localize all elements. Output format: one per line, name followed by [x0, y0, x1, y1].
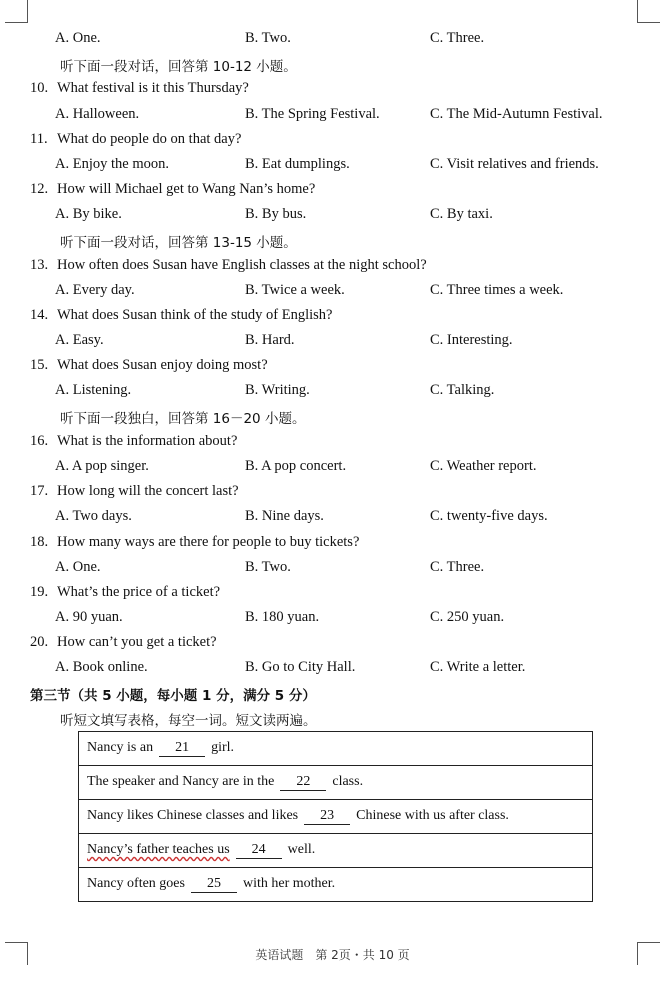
instruction: 听下面一段独白，回答第 16－20 小题。	[60, 411, 306, 427]
question-row	[0, 634, 665, 656]
option-a: A. Book online.	[55, 659, 148, 675]
question-text: How long will the concert last?	[57, 483, 239, 499]
question-text: What’s the price of a ticket?	[57, 584, 221, 600]
option-c: C. Talking.	[430, 382, 495, 398]
option-b: B. Go to City Hall.	[245, 659, 356, 675]
table-cell	[79, 766, 593, 800]
row-text-before: Nancy is an	[87, 740, 154, 755]
options-row	[0, 609, 665, 631]
option-b: B. 180 yuan.	[245, 609, 320, 625]
table-row	[79, 800, 593, 834]
row-text-after: well.	[287, 842, 316, 857]
question-number: 12.	[30, 181, 49, 197]
question-number: 10.	[30, 80, 49, 96]
table-cell	[79, 868, 593, 902]
options-row	[0, 559, 665, 581]
option-a: A. Easy.	[55, 332, 104, 348]
options-row	[0, 30, 665, 52]
question-text: How often does Susan have English classes at the night school?	[57, 257, 427, 273]
question-row	[0, 534, 665, 556]
option-a: A. One.	[55, 559, 101, 575]
question-number: 17.	[30, 483, 49, 499]
question-text: How will Michael get to Wang Nan’s home?	[57, 181, 316, 197]
option-c: C. By taxi.	[430, 206, 493, 222]
option-c: C. Weather report.	[430, 458, 537, 474]
answer-blank: 22	[280, 774, 326, 791]
instruction: 听下面一段对话，回答第 13-15 小题。	[60, 235, 297, 251]
option-b: B. Writing.	[245, 382, 310, 398]
options-row	[0, 659, 665, 681]
option-c: C. Interesting.	[430, 332, 513, 348]
row-text-after: girl.	[211, 740, 235, 755]
question-row	[0, 483, 665, 505]
question-number: 20.	[30, 634, 49, 650]
question-text: What does Susan enjoy doing most?	[57, 357, 268, 373]
question-row	[0, 357, 665, 379]
option-c: C. Three.	[430, 559, 485, 575]
question-number: 14.	[30, 307, 49, 323]
table-cell	[79, 800, 593, 834]
question-text: How many ways are there for people to buy tickets?	[57, 534, 360, 550]
options-row	[0, 382, 665, 404]
question-text: What do people do on that day?	[57, 131, 242, 147]
question-text: What does Susan think of the study of English?	[57, 307, 333, 323]
question-row	[0, 307, 665, 329]
row-text-after: class.	[332, 774, 364, 789]
options-row	[0, 206, 665, 228]
option-c: C. The Mid-Autumn Festival.	[430, 106, 603, 122]
option-b: B. Twice a week.	[245, 282, 345, 298]
question-text: What festival is it this Thursday?	[57, 80, 249, 96]
answer-blank: 23	[304, 808, 350, 825]
table-row	[79, 732, 593, 766]
options-row	[0, 332, 665, 354]
section-title: 第三节（共 5 小题，每小题 1 分，满分 5 分）	[30, 688, 316, 704]
option-a: A. Enjoy the moon.	[55, 156, 169, 172]
answer-blank: 21	[159, 740, 205, 757]
table-row	[79, 868, 593, 902]
question-number: 19.	[30, 584, 49, 600]
options-row	[0, 282, 665, 304]
crop-mark-top-right	[637, 0, 660, 23]
row-text-before: The speaker and Nancy are in the	[87, 774, 275, 789]
row-text-before: Nancy likes Chinese classes and likes	[87, 808, 299, 823]
table-row	[79, 834, 593, 868]
table-row	[79, 766, 593, 800]
instruction: 听下面一段对话，回答第 10-12 小题。	[60, 59, 297, 75]
answer-blank: 24	[236, 842, 282, 859]
row-text-after: with her mother.	[242, 876, 336, 891]
option-a: A. One.	[55, 30, 101, 46]
row-text-after: Chinese with us after class.	[356, 808, 509, 823]
fill-in-table	[78, 731, 593, 902]
table-cell	[79, 834, 593, 868]
option-a: A. Every day.	[55, 282, 135, 298]
question-text: How can’t you get a ticket?	[57, 634, 217, 650]
option-c: C. Write a letter.	[430, 659, 526, 675]
options-row	[0, 508, 665, 530]
option-a: A. A pop singer.	[55, 458, 149, 474]
question-row	[0, 80, 665, 102]
question-number: 16.	[30, 433, 49, 449]
question-number: 18.	[30, 534, 49, 550]
option-c: C. 250 yuan.	[430, 609, 505, 625]
question-text: What is the information about?	[57, 433, 238, 449]
option-b: B. Two.	[245, 559, 291, 575]
option-c: C. Visit relatives and friends.	[430, 156, 599, 172]
question-row	[0, 257, 665, 279]
question-row	[0, 584, 665, 606]
question-number: 15.	[30, 357, 49, 373]
option-b: B. Eat dumplings.	[245, 156, 350, 172]
question-row	[0, 181, 665, 203]
option-a: A. Listening.	[55, 382, 132, 398]
options-row	[0, 458, 665, 480]
row-text-before: Nancy’s father teaches us	[87, 842, 230, 857]
option-c: C. Three.	[430, 30, 485, 46]
option-a: A. Two days.	[55, 508, 132, 524]
option-a: A. 90 yuan.	[55, 609, 123, 625]
option-b: B. Two.	[245, 30, 291, 46]
option-c: C. Three times a week.	[430, 282, 564, 298]
option-b: B. A pop concert.	[245, 458, 347, 474]
options-row	[0, 156, 665, 178]
option-a: A. By bike.	[55, 206, 122, 222]
crop-mark-top-left	[5, 0, 28, 23]
table-cell	[79, 732, 593, 766]
question-row	[0, 433, 665, 455]
row-text-before: Nancy often goes	[87, 876, 185, 891]
options-row	[0, 106, 665, 128]
option-c: C. twenty-five days.	[430, 508, 548, 524]
question-row	[0, 131, 665, 153]
answer-blank: 25	[191, 876, 237, 893]
option-b: B. The Spring Festival.	[245, 106, 380, 122]
page-footer: 英语试题 第 2页・共 10 页	[255, 948, 410, 962]
section-instruction: 听短文填写表格，每空一词。短文读两遍。	[60, 713, 317, 729]
option-b: B. Hard.	[245, 332, 295, 348]
option-b: B. Nine days.	[245, 508, 324, 524]
question-number: 13.	[30, 257, 49, 273]
option-b: B. By bus.	[245, 206, 307, 222]
question-number: 11.	[30, 131, 48, 147]
option-a: A. Halloween.	[55, 106, 140, 122]
